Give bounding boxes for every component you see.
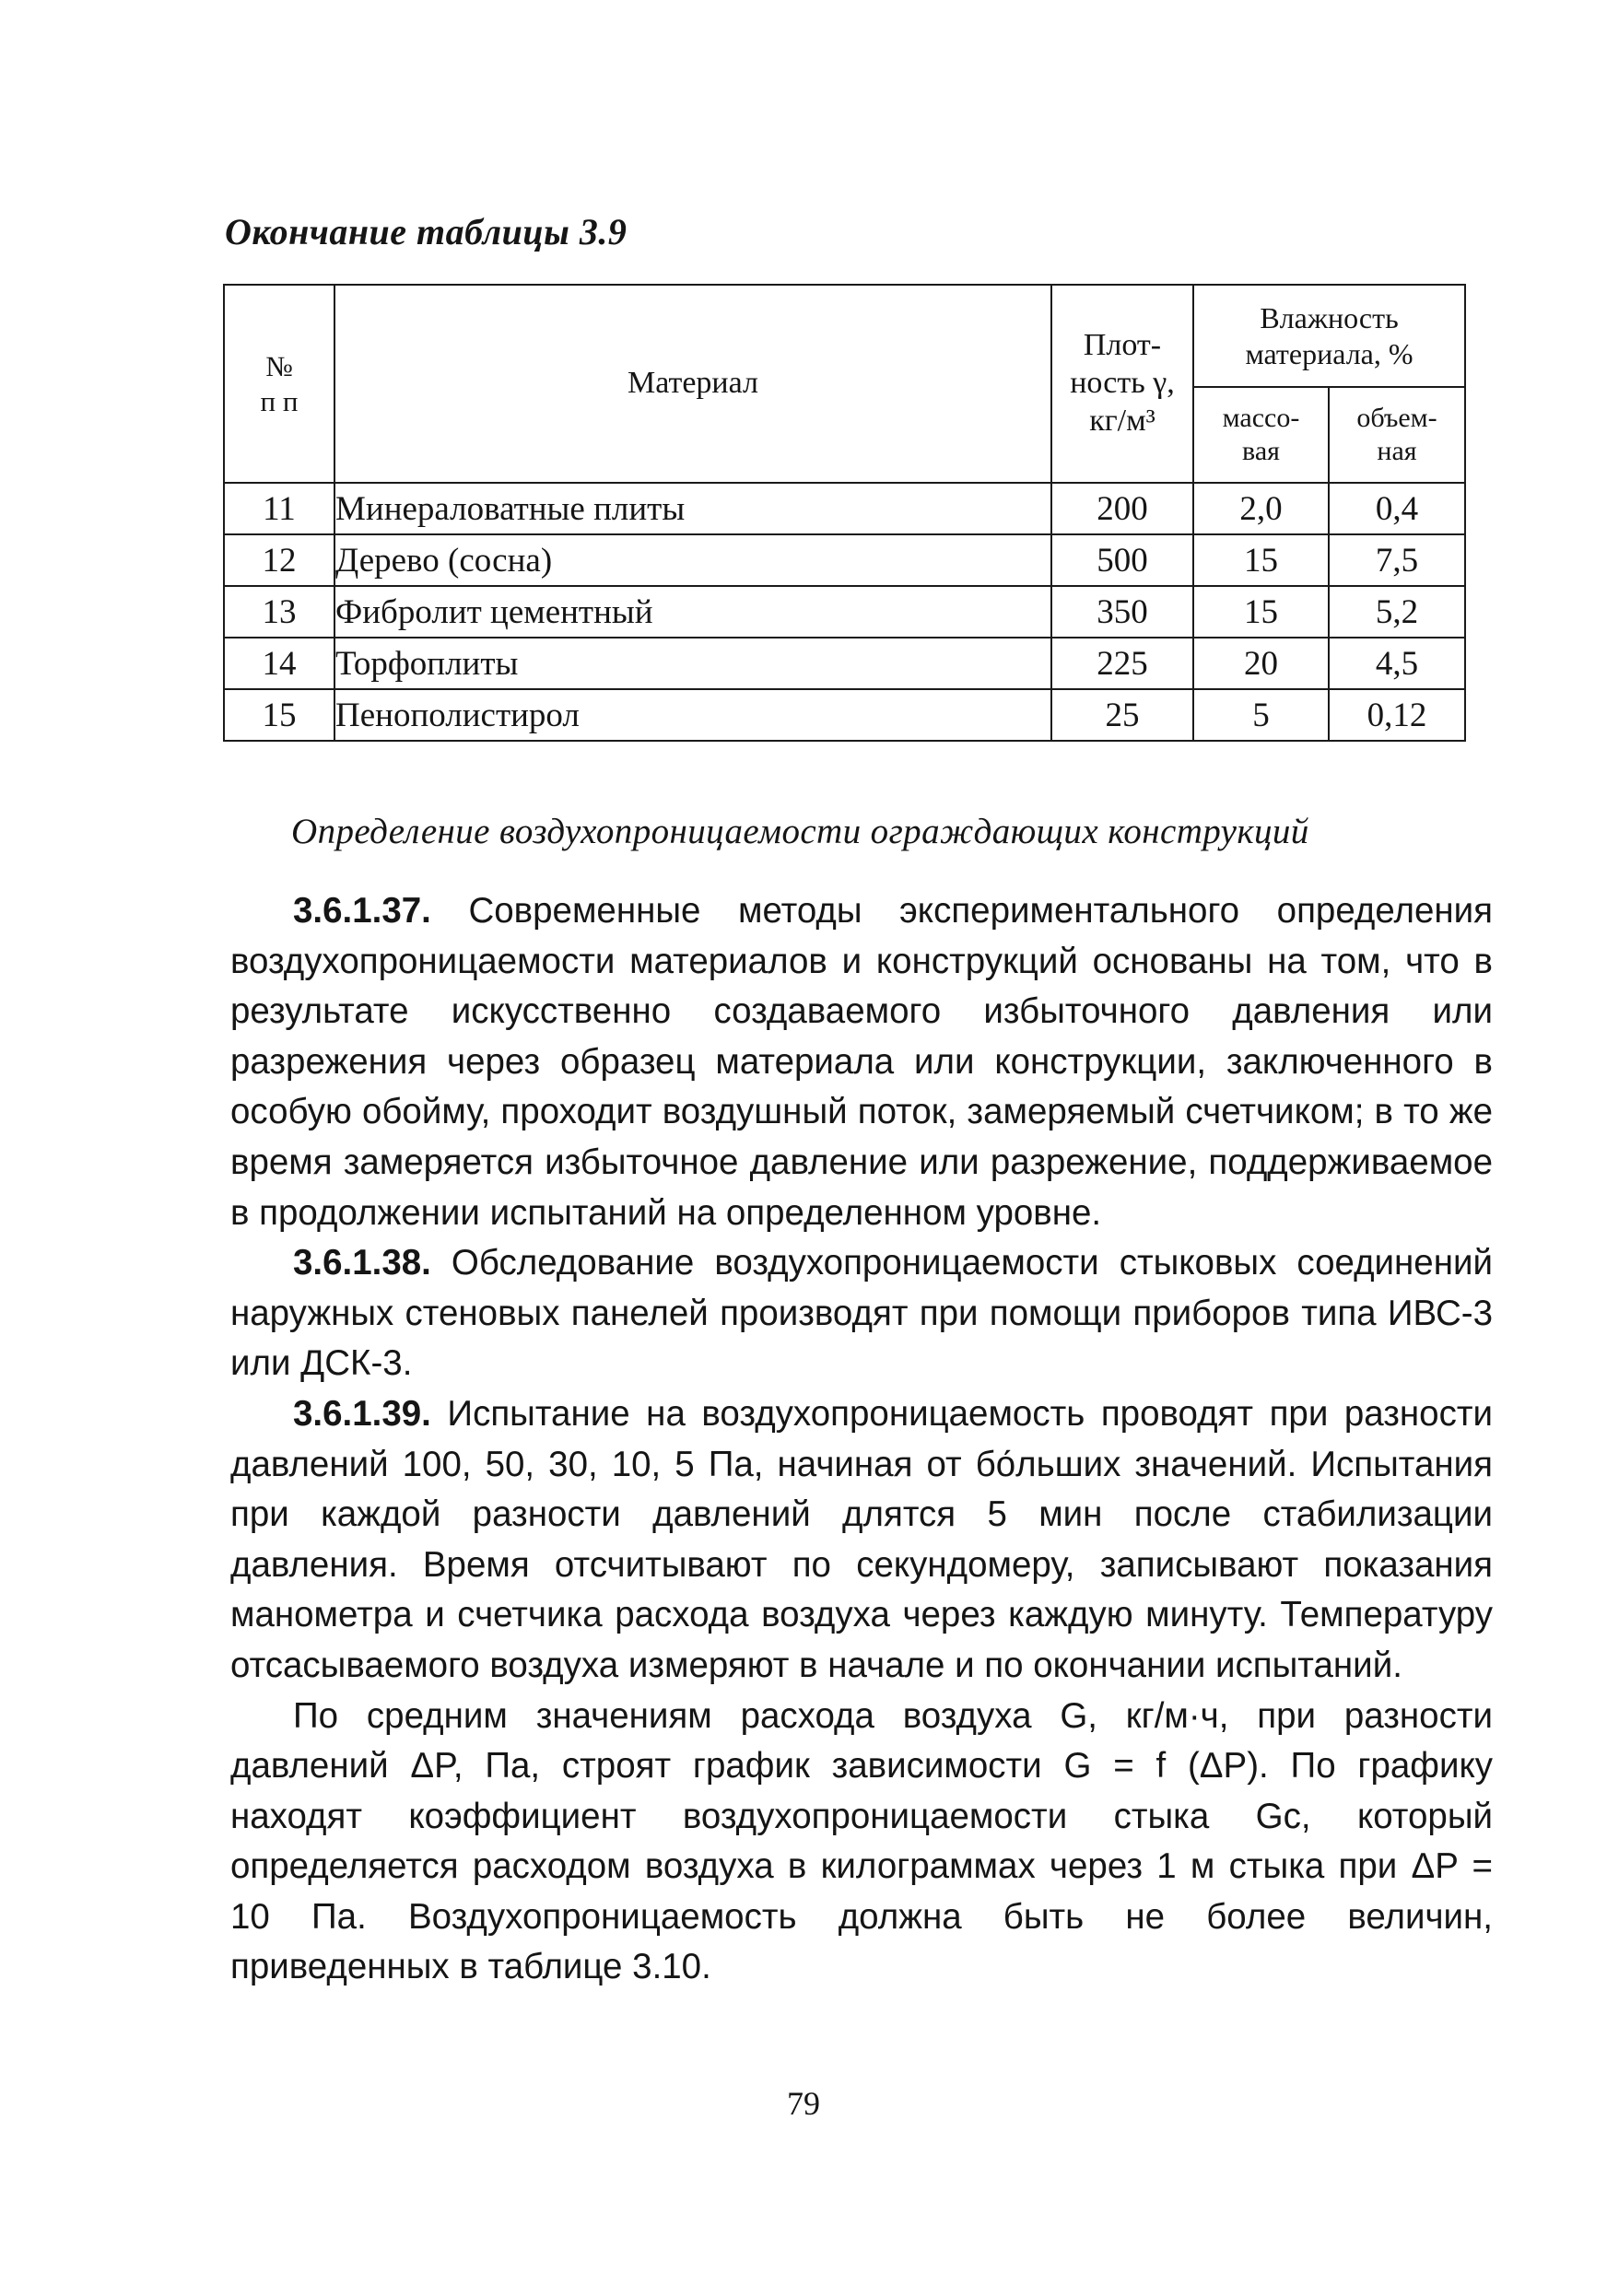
header-volume-line1: объем- [1356, 403, 1437, 433]
paragraph-3-6-1-39 [230, 1389, 1493, 1692]
header-row-number-line1: № [265, 350, 293, 383]
header-density-line1: Плот- [1083, 328, 1162, 363]
header-moisture-line1: Влажность [1260, 301, 1399, 335]
header-row-number [224, 285, 334, 483]
table-row [224, 586, 1465, 638]
cell-row-number: 11 [224, 483, 334, 534]
cell-density: 200 [1051, 483, 1193, 534]
header-volume-line2: ная [1377, 436, 1417, 466]
cell-row-number: 15 [224, 689, 334, 741]
paragraph-text: Обследование воздухопроницаемости стыковых соединений наружных стеновых панелей производят при помощи приборов типа ИВС-3 или ДСК-3. [230, 1243, 1493, 1384]
header-moisture [1193, 285, 1465, 387]
cell-row-number: 13 [224, 586, 334, 638]
header-mass-line2: вая [1242, 436, 1280, 466]
cell-material: Пенополистирол [334, 689, 1051, 741]
table-row [224, 534, 1465, 586]
header-moisture-mass [1193, 387, 1329, 483]
cell-volume-moisture: 4,5 [1329, 638, 1465, 689]
header-density [1051, 285, 1193, 483]
materials-table [223, 284, 1466, 742]
paragraph-text: Современные методы экспериментального определения воздухопроницаемости материалов и конструкций основаны на том, что в результате искусственно создаваемого избыточного давления или разрежения через образец материала или конструкции, заключенного в особую обойму, проходит воздушный поток, замеряемый счетчиком; в то же время замеряется избыточное давление или разрежение, поддерживаемое в продолжении испытаний на определенном уровне. [230, 891, 1493, 1233]
table-caption: Окончание таблицы 3.9 [225, 211, 628, 252]
cell-mass-moisture: 15 [1193, 534, 1329, 586]
paragraph-number: 3.6.1.37. [293, 891, 431, 931]
cell-density: 225 [1051, 638, 1193, 689]
header-moisture-volume [1329, 387, 1465, 483]
paragraph-3-6-1-38 [230, 1238, 1493, 1389]
cell-volume-moisture: 0,4 [1329, 483, 1465, 534]
cell-density: 500 [1051, 534, 1193, 586]
paragraph-graph-method [230, 1692, 1493, 1994]
section-title: Определение воздухопроницаемости ограждающих конструкций [291, 812, 1309, 851]
paragraph-3-6-1-37 [230, 886, 1493, 1238]
cell-volume-moisture: 7,5 [1329, 534, 1465, 586]
paragraph-text: По средним значениям расхода воздуха G, кг/м·ч, при разности давлений ΔP, Па, строят график зависимости G = f (ΔP). По графику находят коэффициент воздухопроницаемости стыка Gс, который определяется расходом воздуха в килограммах через 1 м стыка при ΔP = 10 Па. Воздухопроницаемость должна быть не более величин, приведенных в таблице 3.10. [230, 1695, 1493, 1987]
cell-volume-moisture: 5,2 [1329, 586, 1465, 638]
cell-material: Фибролит цементный [334, 586, 1051, 638]
cell-mass-moisture: 5 [1193, 689, 1329, 741]
cell-row-number: 12 [224, 534, 334, 586]
paragraph-number: 3.6.1.38. [293, 1243, 431, 1283]
cell-density: 25 [1051, 689, 1193, 741]
page-number: 79 [787, 2085, 820, 2122]
header-moisture-line2: материала, % [1245, 336, 1413, 370]
cell-mass-moisture: 20 [1193, 638, 1329, 689]
table-row [224, 638, 1465, 689]
paragraph-text: Испытание на воздухопроницаемость проводят при разности давлений 100, 50, 30, 10, 5 Па, начиная от бо́льших значений. Испытания при каждой разности давлений длятся 5 мин после стабилизации давления. Время отсчитывают по секундомеру, записывают показания манометра и счетчика расхода воздуха через каждую минуту. Температуру отсасываемого воздуха измеряют в начале и по окончании испытаний. [230, 1393, 1493, 1685]
cell-material: Дерево (сосна) [334, 534, 1051, 586]
cell-material: Торфоплиты [334, 638, 1051, 689]
header-density-line3: кг/м³ [1089, 403, 1155, 438]
table-row [224, 483, 1465, 534]
cell-material: Минераловатные плиты [334, 483, 1051, 534]
paragraph-number: 3.6.1.39. [293, 1393, 431, 1434]
cell-row-number: 14 [224, 638, 334, 689]
cell-density: 350 [1051, 586, 1193, 638]
header-density-line2: ность γ, [1070, 366, 1175, 401]
cell-mass-moisture: 2,0 [1193, 483, 1329, 534]
header-row-number-line2: п п [260, 384, 299, 417]
header-material: Материал [334, 285, 1051, 483]
header-mass-line1: массо- [1222, 403, 1300, 433]
table-row [224, 689, 1465, 741]
cell-mass-moisture: 15 [1193, 586, 1329, 638]
cell-volume-moisture: 0,12 [1329, 689, 1465, 741]
body-text [230, 886, 1493, 1993]
